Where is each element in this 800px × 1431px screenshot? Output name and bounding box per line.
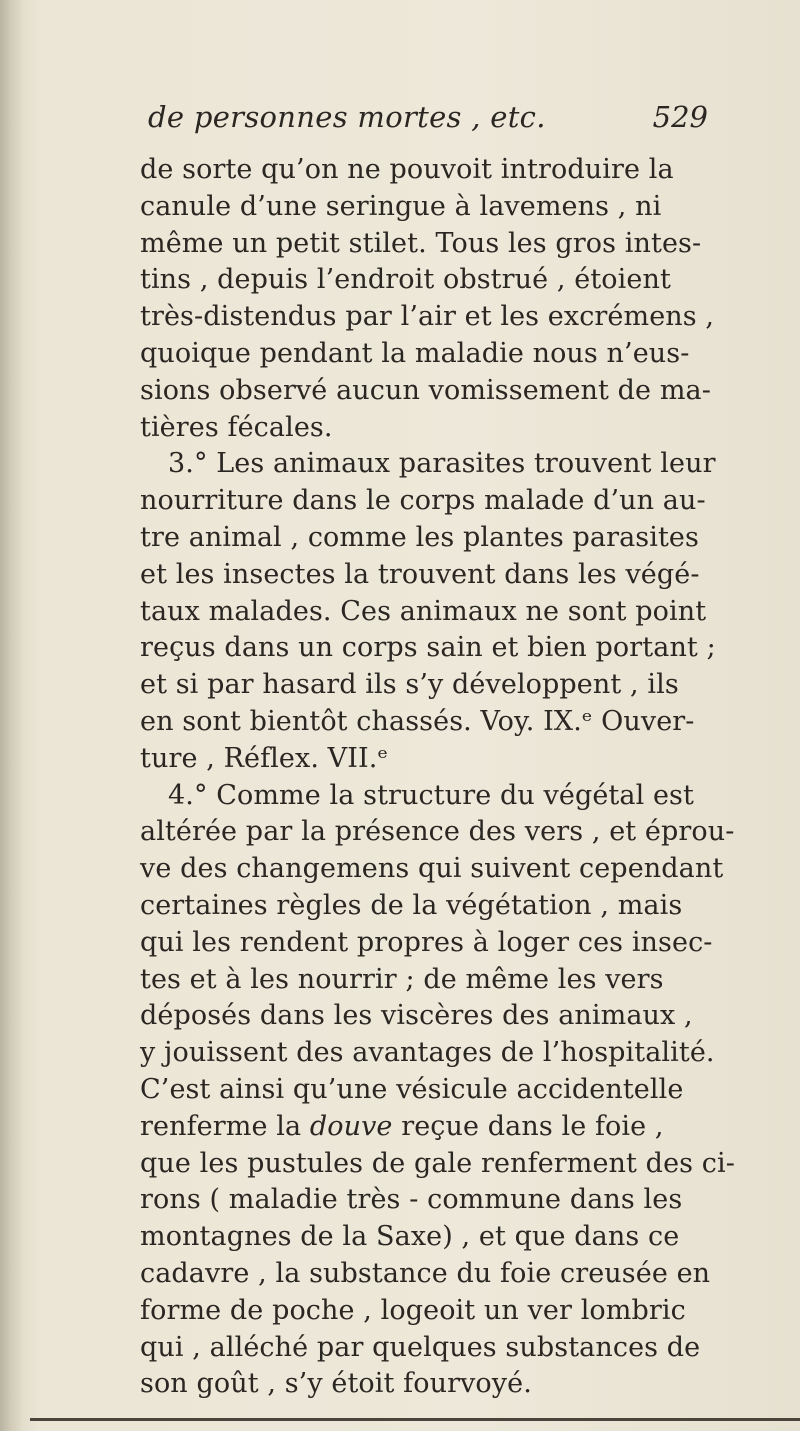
line-suffix: reçue dans le foie , [392,1110,664,1142]
text-line: et les insectes la trouvent dans les végé- [140,558,700,590]
italic-term: douve [309,1110,393,1142]
text-line: quoique pendant la maladie nous n’eus- [140,337,690,369]
text-line: qui les rendent propres à loger ces insec- [140,926,713,958]
page-gutter-shadow [0,0,22,1431]
text-line: C’est ainsi qu’une vésicule accidentelle [140,1073,684,1105]
paragraph-4-start: 4.° Comme la structure du végétal est [168,779,694,811]
text-line: ture , Réflex. VII.ᵉ [140,742,389,774]
text-line: tières fécales. [140,411,333,443]
text-line: certaines règles de la végétation , mais [140,889,683,921]
text-line: canule d’une seringue à lavemens , ni [140,190,662,222]
text-line: reçus dans un corps sain et bien portant ; [140,632,716,664]
paragraph-3-start: 3.° Les animaux parasites trouvent leur [168,448,716,480]
text-line: tes et à les nourrir ; de même les vers [140,963,664,995]
text-line: taux malades. Ces animaux ne sont point [140,595,707,627]
text-line: qui , alléché par quelques substances de [140,1331,701,1363]
text-line: sions observé aucun vomissement de ma- [140,374,711,406]
text-line: de sorte qu’on ne pouvoit introduire la [140,154,674,185]
text-line: même un petit stilet. Tous les gros intes- [140,227,702,259]
text-line: altérée par la présence des vers , et éprou- [140,816,735,848]
text-line: que les pustules de gale renferment des ci- [140,1147,735,1179]
bottom-rule [30,1418,800,1421]
line-prefix: renferme la [140,1110,310,1142]
running-head: de personnes mortes , etc. [148,100,546,134]
text-line: y jouissent des avantages de l’hospitalité. [140,1037,715,1069]
text-line-with-italic [140,1109,700,1146]
body-text [140,152,735,1403]
text-line: cadavre , la substance du foie creusée en [140,1257,711,1289]
text-line: nourriture dans le corps malade d’un au- [140,485,706,517]
text-line: tre animal , comme les plantes parasites [140,521,699,553]
text-line: très-distendus par l’air et les excrémens , [140,301,715,333]
text-line: et si par hasard ils s’y développent , ils [140,669,679,701]
text-line: forme de poche , logeoit un ver lombric [140,1294,686,1326]
text-line: tins , depuis l’endroit obstrué , étoient [140,264,671,296]
text-line: en sont bientôt chassés. Voy. IX.ᵉ Ouver- [140,705,695,737]
text-line: déposés dans les viscères des animaux , [140,1000,693,1032]
text-line: montagnes de la Saxe) , et que dans ce [140,1221,680,1253]
text-line: rons ( maladie très - commune dans les [140,1184,683,1216]
page-header [148,100,708,146]
text-line: son goût , s’y étoit fourvoyé. [140,1368,532,1400]
page-number: 529 [652,100,708,134]
text-line: ve des changemens qui suivent cependant [140,853,724,885]
